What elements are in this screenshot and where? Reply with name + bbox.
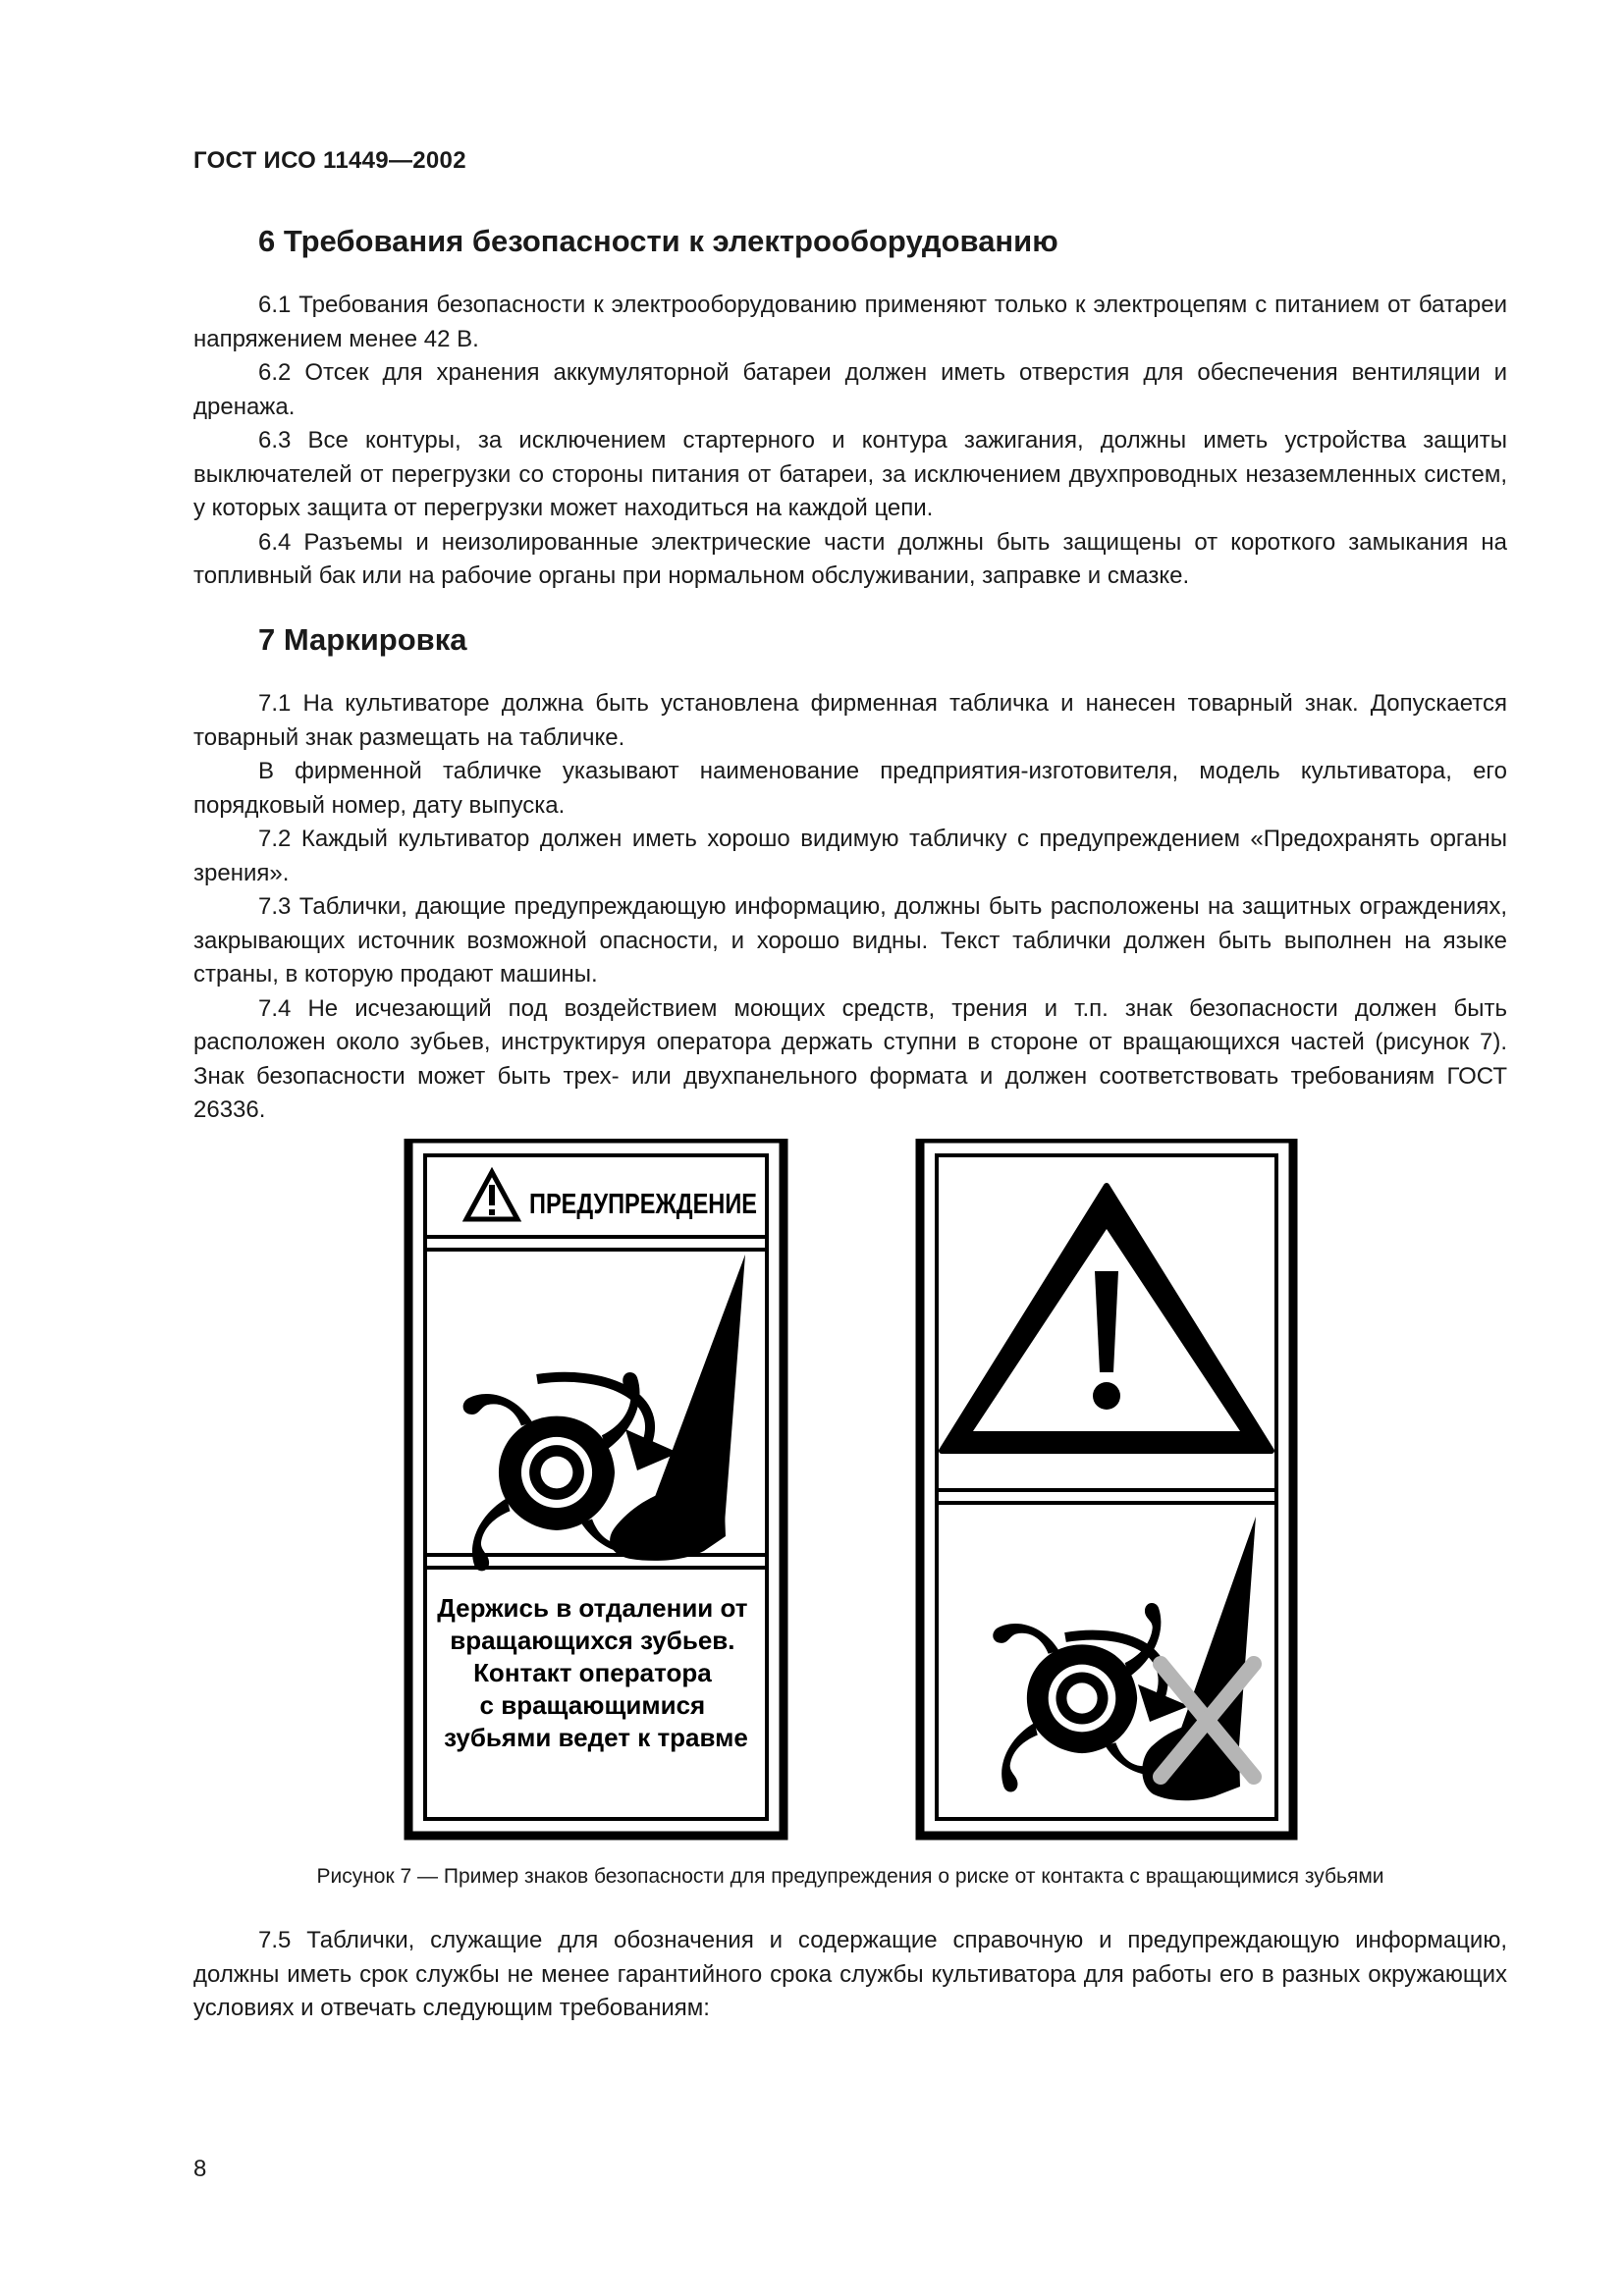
message-line: Контакт оператора: [473, 1658, 712, 1687]
paragraph-7-1: 7.1 На культиваторе должна быть установлена фирменная табличка и нанесен товарный знак. Допускается товарный знак размещать на табличке.: [193, 690, 1507, 751]
warning-sign-message: [437, 1593, 754, 1752]
section-7-title: 7 Маркировка: [258, 622, 467, 657]
message-line: Держись в отдалении от: [437, 1593, 748, 1623]
paragraph-7-3: 7.3 Таблички, дающие предупреждающую информацию, должны быть расположены на защитных ограждениях, закрывающих источник возможной опасности, и хорошо видны. Текст таблички должен быть выполнен на языке страны, в которую продают машины.: [193, 893, 1507, 988]
section-6-title: 6 Требования безопасности к электрооборудованию: [258, 224, 1058, 258]
paragraph-6-2: 6.2 Отсек для хранения аккумуляторной батареи должен иметь отверстия для обеспечения вентиляции и дренажа.: [193, 359, 1507, 420]
exclamation-symbol: !: [1106, 1384, 1108, 1385]
paragraph-7-5-block: [193, 1924, 1507, 2026]
paragraph-6-3: 6.3 Все контуры, за исключением стартерного и контура зажигания, должны иметь устройства защиты выключателей от перегрузки со стороны питания от батареи, за исключением двухпроводных незаземленных систем, у которых защита от перегрузки может находиться на каждой цепи.: [193, 427, 1507, 521]
paragraph-7-5: 7.5 Таблички, служащие для обозначения и содержащие справочную и предупреждающую информацию, должны иметь срок службы не менее гарантийного срока службы культиватора для работы его в разных окружающих условиях и отвечать следующим требованиям:: [193, 1927, 1507, 2021]
paragraph-6-4: 6.4 Разъемы и неизолированные электрические части должны быть защищены от короткого замыкания на топливный бак или на рабочие органы при нормальном обслуживании, заправке и смазке.: [193, 528, 1507, 589]
warning-sign-three-panel: [408, 1139, 784, 1836]
rotating-tine-foot-icon: [463, 1255, 745, 1571]
message-line: вращающихся зубьев.: [450, 1626, 735, 1655]
paragraph-7-2: 7.2 Каждый культиватор должен иметь хорошо видимую табличку с предупреждением «Предохранять органы зрения».: [193, 826, 1507, 886]
section-7: [193, 620, 1507, 1128]
figure-7: [193, 1139, 1507, 1845]
figure-7-caption: Рисунок 7 — Пример знаков безопасности для предупреждения о риске от контакта с вращающимися зубьями: [316, 1865, 1384, 1888]
paragraph-7-1-plate: В фирменной табличке указывают наименование предприятия-изготовителя, модель культиватора, его порядковый номер, дату выпуска.: [193, 758, 1507, 819]
paragraph-7-4: 7.4 Не исчезающий под воздействием моющих средств, трения и т.п. знак безопасности должен быть расположен около зубьев, инструктируя оператора держать ступни в стороне от вращающихся частей (рисунок 7). Знак безопасности может быть трех- или двухпанельного формата и должен соответствовать требованиям ГОСТ 26336.: [193, 994, 1507, 1123]
warning-sign-two-panel: [920, 1139, 1293, 1836]
page-number: 8: [193, 2156, 207, 2182]
document-header: ГОСТ ИСО 11449—2002: [193, 147, 466, 174]
paragraph-6-1: 6.1 Требования безопасности к электрооборудованию применяют только к электроцепям с питанием от батареи напряжением менее 42 В.: [193, 292, 1507, 352]
warning-sign-header: ПРЕДУПРЕЖДЕНИЕ: [529, 1189, 757, 1220]
message-line: зубьями ведет к травме: [444, 1723, 748, 1752]
section-6: [193, 222, 1507, 594]
exclamation-triangle-icon: [942, 1186, 1272, 1451]
rotating-tine-foot-crossed-icon: [993, 1517, 1256, 1800]
warning-triangle-small-icon: [466, 1172, 517, 1219]
message-line: с вращающимися: [479, 1690, 706, 1720]
